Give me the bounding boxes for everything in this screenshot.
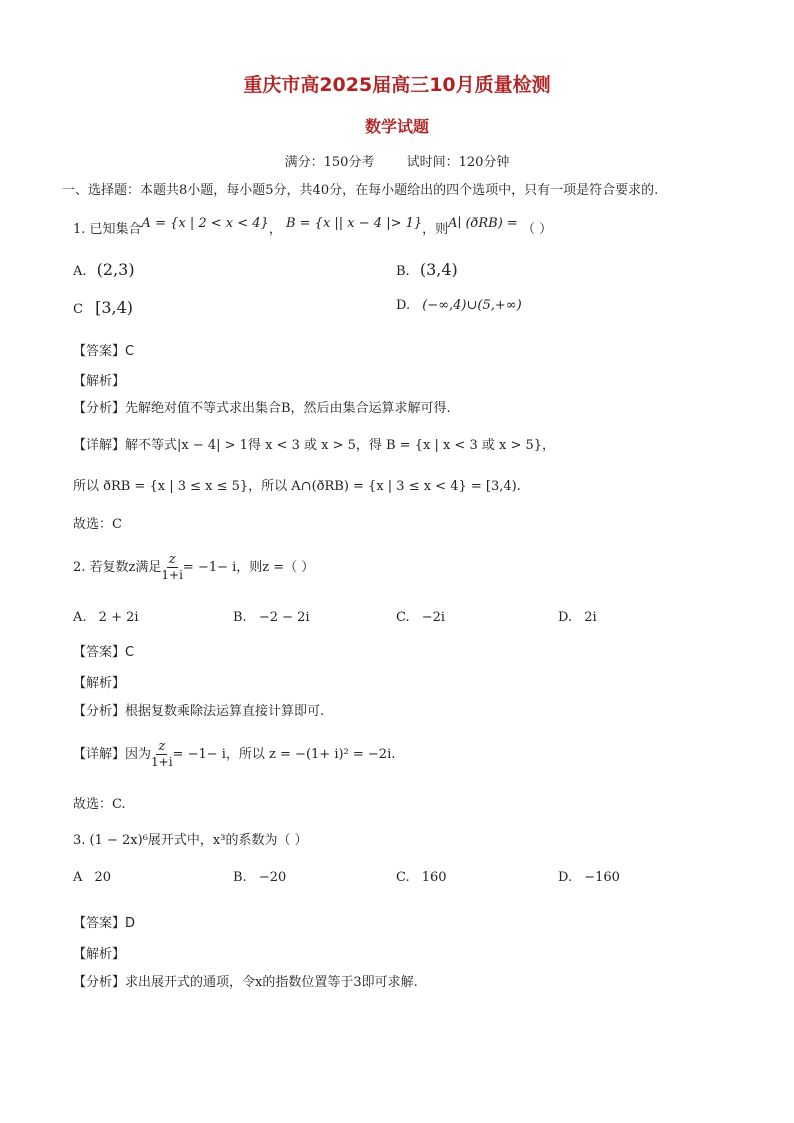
q1-option-d-label: D. (396, 298, 411, 313)
q3-option-d (558, 870, 620, 885)
q2-option-d (558, 610, 597, 625)
subject-title: 数学试题 (364, 117, 429, 136)
q2-fenxi: 【分析】根据复数乘除法运算直接计算即可. (73, 704, 325, 719)
q2-frac-den: 1+i (161, 568, 183, 582)
q2-stem-suffix: = −1− i，则z =（ ） (182, 559, 315, 575)
q2-option-b-label: B. (233, 610, 247, 625)
q2-option-c (396, 610, 445, 625)
q2-stem (73, 553, 314, 582)
q2-option-b-value: −2 − 2i (258, 610, 310, 625)
q2-stem-prefix: 2. 若复数z满足 (73, 559, 162, 575)
q2-fraction (161, 553, 183, 582)
q1-answer: 【答案】C (73, 344, 135, 359)
q3-option-a-label: A (73, 870, 83, 885)
q1-stem (73, 216, 553, 239)
q3-option-b-value: −20 (258, 870, 287, 885)
full-score: 满分：150分考 (284, 155, 375, 170)
q3-option-b-label: B. (233, 870, 247, 885)
q3-stem: 3. (1 − 2x)⁶展开式中，x³的系数为（ ） (73, 833, 308, 848)
q1-fenxi: 【分析】先解绝对值不等式求出集合B，然后由集合运算求解可得. (73, 401, 451, 416)
q3-analysis-heading: 【解析】 (73, 947, 126, 962)
q1-detail-1: 【详解】解不等式|x − 4| > 1得 x < 3 或 x > 5，得 B = {x | x < 3 或 x > 5}， (73, 438, 556, 453)
q1-expr: A∣ (ðRB) = (448, 216, 518, 231)
q2-option-a (73, 610, 139, 625)
q2-analysis-heading: 【解析】 (73, 676, 126, 691)
q2-answer: 【答案】C (73, 645, 135, 660)
q3-option-c-value: 160 (421, 870, 447, 885)
q1-option-c (73, 298, 133, 317)
q3-option-c-label: C. (396, 870, 410, 885)
q2-detail-prefix: 【详解】因为 (73, 746, 152, 762)
exam-meta (0, 151, 794, 170)
q1-ask: ，则 (422, 222, 449, 237)
q1-option-a-label: A. (73, 264, 87, 279)
q1-option-b (396, 260, 458, 279)
q2-option-c-value: −2i (421, 610, 446, 625)
q2-detail-frac-den: 1+i (151, 755, 173, 769)
q3-answer: 【答案】D (73, 916, 136, 931)
q2-frac-num: z (168, 552, 176, 567)
q3-option-d-value: −160 (584, 870, 620, 885)
q2-detail (73, 740, 395, 769)
q1-option-a (73, 260, 135, 279)
q1-option-b-value: (3,4) (419, 260, 458, 279)
q1-stem-prefix: 1. 已知集合 (73, 222, 142, 237)
q1-option-d-value: (−∞,4)∪(5,+∞) (422, 298, 522, 313)
q1-option-a-value: (2,3) (96, 260, 135, 279)
q2-option-c-label: C. (396, 610, 410, 625)
q2-option-a-label: A. (73, 610, 87, 625)
q3-option-c (396, 870, 447, 885)
q2-choose: 故选：C. (73, 797, 126, 812)
q2-option-a-value: 2 + 2i (98, 610, 139, 625)
q1-analysis-heading: 【解析】 (73, 374, 126, 389)
q2-option-b (233, 610, 310, 625)
q3-option-a-value: 20 (94, 870, 112, 885)
q2-option-d-label: D. (558, 610, 573, 625)
q1-option-b-label: B. (396, 264, 410, 279)
document-title: 重庆市高2025届高三10月质量检测 (243, 74, 551, 96)
q3-fenxi: 【分析】求出展开式的通项，令x的指数位置等于3即可求解. (73, 975, 418, 990)
q1-choose: 故选：C (73, 517, 122, 532)
q2-detail-fraction (151, 740, 173, 769)
section-intro: 一、选择题：本题共8小题，每小题5分，共40分，在每小题给出的四个选项中，只有一项是符合要求的. (62, 183, 659, 198)
q1-option-d (396, 298, 522, 313)
q3-option-a (73, 870, 111, 885)
exam-time: 试时间：120分钟 (406, 155, 510, 170)
q1-option-c-value: [3,4) (95, 298, 134, 317)
q1-option-c-label: C (73, 302, 83, 317)
q1-detail-2: 所以 ðRB = {x | 3 ≤ x ≤ 5}，所以 A∩(ðRB) = {x | 3 ≤ x < 4} = [3,4). (73, 479, 521, 494)
q1-set-b: B = {x || x − 4 |> 1} (285, 216, 423, 231)
q2-detail-suffix: = −1− i，所以 z = −(1+ i)² = −2i. (172, 746, 396, 762)
q2-option-d-value: 2i (584, 610, 597, 625)
q1-set-a: A = {x | 2 < x < 4} (141, 216, 269, 231)
q2-detail-frac-num: z (158, 739, 166, 754)
q3-option-b (233, 870, 286, 885)
q3-option-d-label: D. (558, 870, 573, 885)
q1-blank: （ ） (521, 222, 553, 237)
q1-sep: ， (268, 222, 282, 237)
